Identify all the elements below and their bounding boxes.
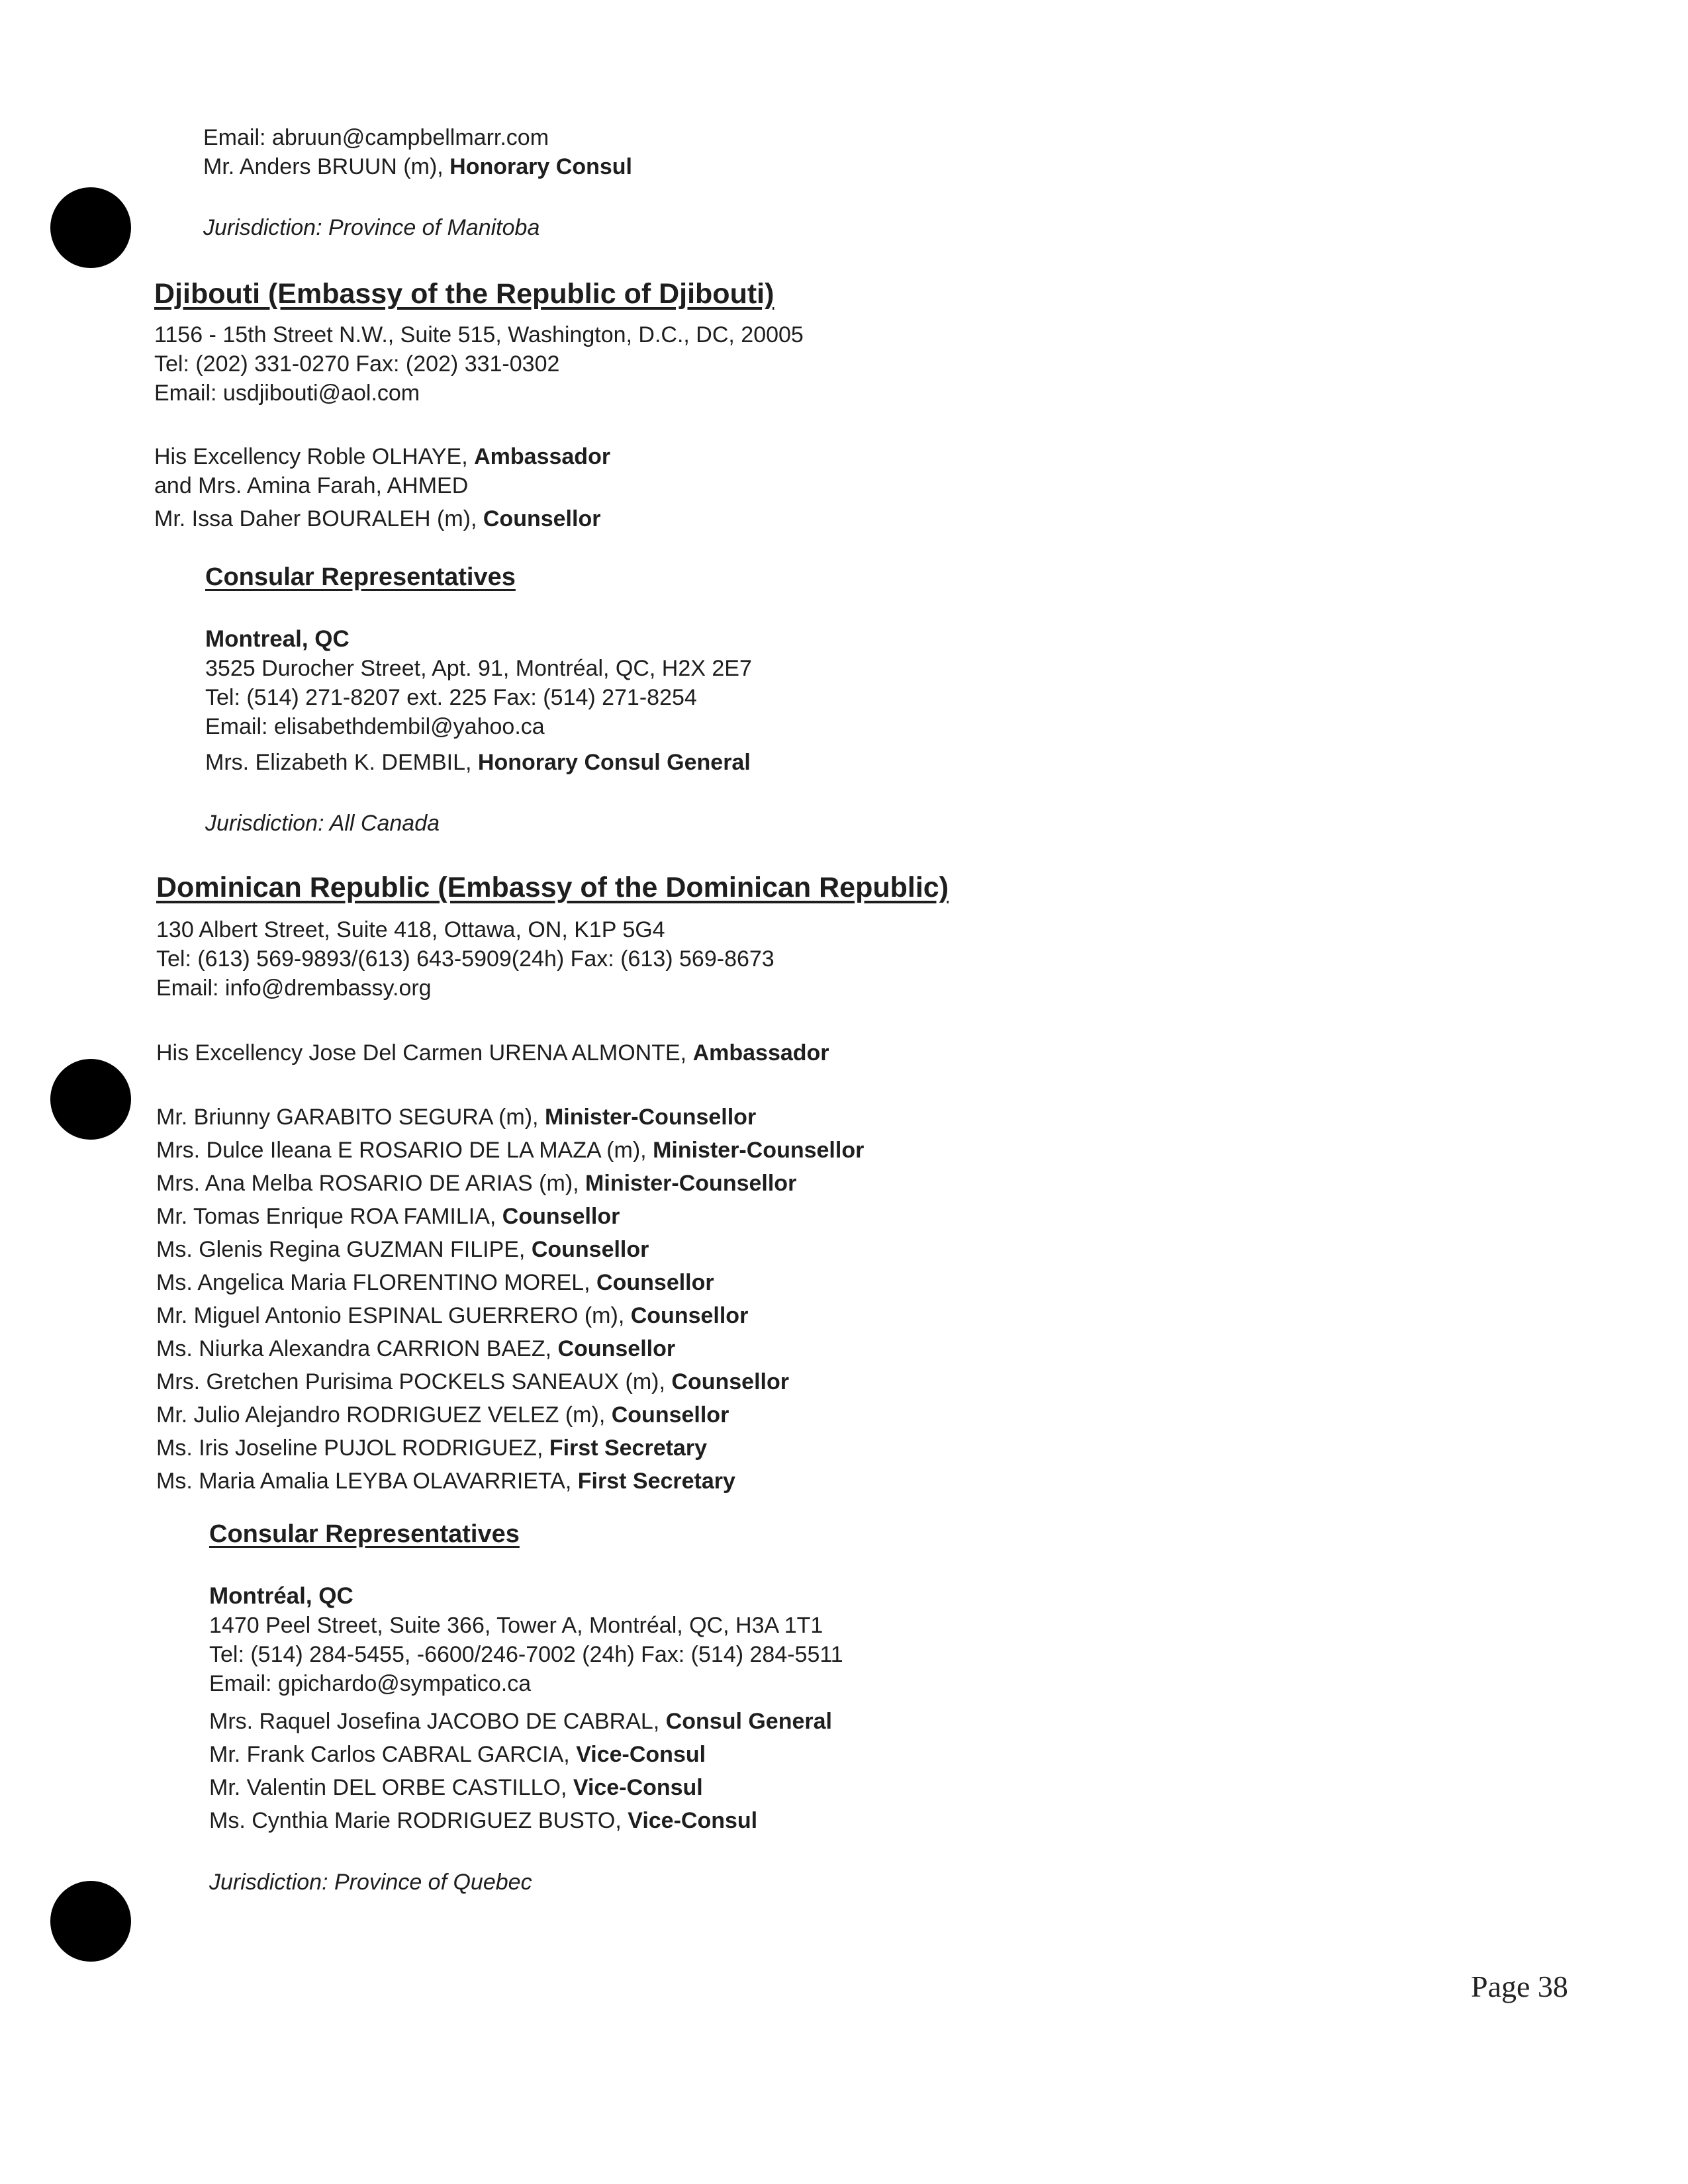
staff-line: Mr. Issa Daher BOURALEH (m), Counsellor: [154, 506, 601, 531]
djibouti-staff-list: [154, 442, 610, 533]
staff-line: Mrs. Ana Melba ROSARIO DE ARIAS (m), Minister-Counsellor: [156, 1171, 797, 1196]
djibouti-contact-block: [154, 320, 804, 408]
tel-line: Tel: (202) 331-0270 Fax: (202) 331-0302: [154, 351, 560, 377]
staff-line: Ms. Maria Amalia LEYBA OLAVARRIETA, First Secretary: [156, 1469, 735, 1494]
consular-heading: Consular Representatives: [205, 563, 516, 591]
staff-line: Ms. Iris Joseline PUJOL RODRIGUEZ, First Secretary: [156, 1435, 707, 1461]
staff-line: Ms. Glenis Regina GUZMAN FILIPE, Counsellor: [156, 1237, 649, 1262]
staff-line: Mr. Valentin DEL ORBE CASTILLO, Vice-Consul: [209, 1775, 703, 1800]
jurisdiction-line: Jurisdiction: All Canada: [205, 811, 440, 836]
address-line: 1156 - 15th Street N.W., Suite 515, Washington, D.C., DC, 20005: [154, 322, 804, 347]
page-number: Page 38: [1471, 1970, 1568, 2003]
punch-hole-bottom: [50, 1881, 131, 1962]
staff-line: Ms. Angelica Maria FLORENTINO MOREL, Counsellor: [156, 1270, 714, 1295]
country-heading-dominican-republic: Dominican Republic (Embassy of the Dominican Republic): [156, 872, 949, 903]
email-line: Email: info@drembassy.org: [156, 976, 432, 1001]
dominican-contact-block: [156, 915, 774, 1003]
staff-line: His Excellency Roble OLHAYE, Ambassador: [154, 444, 611, 469]
punch-hole-top: [50, 187, 131, 268]
email-line: Email: gpichardo@sympatico.ca: [209, 1671, 532, 1696]
staff-line: Mr. Frank Carlos CABRAL GARCIA, Vice-Consul: [209, 1742, 706, 1767]
djibouti-consular-block: [205, 625, 752, 838]
person-line: Mrs. Elizabeth K. DEMBIL, Honorary Consul General: [205, 750, 751, 775]
city-heading: Montréal, QC: [209, 1583, 353, 1609]
email-line: Email: elisabethdembil@yahoo.ca: [205, 714, 545, 739]
staff-line: Mrs. Dulce Ileana E ROSARIO DE LA MAZA (m), Minister-Counsellor: [156, 1138, 865, 1163]
address-line: 1470 Peel Street, Suite 366, Tower A, Montréal, QC, H3A 1T1: [209, 1613, 823, 1638]
email-line: Email: usdjibouti@aol.com: [154, 381, 420, 406]
staff-line: and Mrs. Amina Farah, AHMED: [154, 473, 469, 498]
email-line: Email: abruun@campbellmarr.com: [203, 125, 549, 150]
city-heading: Montreal, QC: [205, 626, 350, 652]
staff-line: Mr. Briunny GARABITO SEGURA (m), Minister-Counsellor: [156, 1105, 757, 1130]
punch-hole-middle: [50, 1059, 131, 1140]
tel-line: Tel: (514) 284-5455, -6600/246-7002 (24h) Fax: (514) 284-5511: [209, 1642, 843, 1667]
dominican-ambassador: [156, 1038, 829, 1068]
staff-line: Mr. Julio Alejandro RODRIGUEZ VELEZ (m), Counsellor: [156, 1402, 729, 1428]
jurisdiction-line: Jurisdiction: Province of Quebec: [209, 1870, 532, 1895]
tel-line: Tel: (514) 271-8207 ext. 225 Fax: (514) 271-8254: [205, 685, 697, 710]
staff-line: Mr. Miguel Antonio ESPINAL GUERRERO (m), Counsellor: [156, 1303, 749, 1328]
tel-line: Tel: (613) 569-9893/(613) 643-5909(24h) Fax: (613) 569-8673: [156, 946, 774, 972]
dominican-consular-block: [209, 1582, 843, 1897]
consular-heading: Consular Representatives: [209, 1520, 520, 1548]
jurisdiction-line: Jurisdiction: Province of Manitoba: [203, 215, 540, 240]
person-line: Mr. Anders BRUUN (m), Honorary Consul: [203, 154, 632, 179]
staff-line: Mr. Tomas Enrique ROA FAMILIA, Counsellor: [156, 1204, 620, 1229]
country-heading-djibouti: Djibouti (Embassy of the Republic of Djibouti): [154, 278, 774, 310]
address-line: 130 Albert Street, Suite 418, Ottawa, ON, K1P 5G4: [156, 917, 665, 942]
staff-line: Mrs. Raquel Josefina JACOBO DE CABRAL, Consul General: [209, 1709, 832, 1734]
staff-line: His Excellency Jose Del Carmen URENA ALMONTE, Ambassador: [156, 1040, 829, 1066]
staff-line: Mrs. Gretchen Purisima POCKELS SANEAUX (m), Counsellor: [156, 1369, 789, 1394]
staff-line: Ms. Niurka Alexandra CARRION BAEZ, Counsellor: [156, 1336, 676, 1361]
address-line: 3525 Durocher Street, Apt. 91, Montréal, QC, H2X 2E7: [205, 656, 752, 681]
dominican-staff-list: [156, 1101, 864, 1498]
previous-entry-block: [203, 123, 632, 242]
staff-line: Ms. Cynthia Marie RODRIGUEZ BUSTO, Vice-Consul: [209, 1808, 758, 1833]
